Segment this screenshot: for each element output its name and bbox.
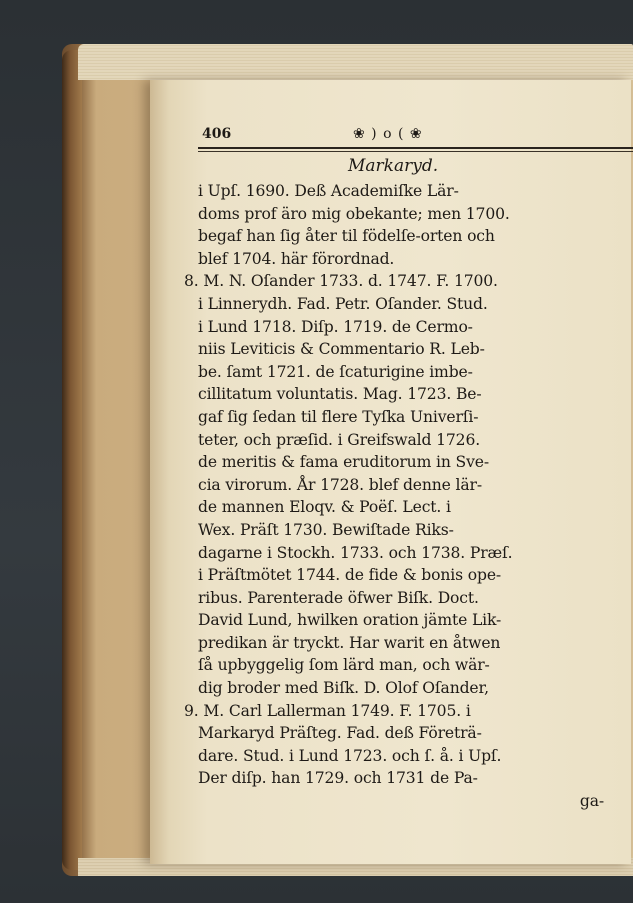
page-header bbox=[198, 126, 618, 148]
body-text bbox=[184, 180, 618, 813]
header-rule bbox=[198, 147, 633, 149]
page-block-top-edge bbox=[78, 44, 633, 80]
text-line: Markaryd Präſteg. Fad. deß Företrä- bbox=[198, 724, 482, 743]
text-line: predikan är tryckt. Har warit en åtwen bbox=[198, 633, 501, 652]
text-line: i Upſ. 1690. Deß Academiſke Lär- bbox=[198, 182, 459, 200]
header-rule-thin bbox=[198, 151, 633, 152]
text-line: gaf ſig ſedan til flere Tyſka Univerſi- bbox=[198, 407, 479, 426]
text-line: dare. Stud. i Lund 1723. och ſ. å. i Upſ. bbox=[198, 746, 502, 765]
text-line: i Lund 1718. Diſp. 1719. de Cermo- bbox=[198, 317, 473, 336]
text-line: be. ſamt 1721. de ſcaturigine imbe- bbox=[198, 362, 473, 381]
text-line: de meritis & fama eruditorum in Sve- bbox=[198, 453, 489, 472]
text-line: i Linnerydh. Fad. Petr. Oſander. Stud. bbox=[198, 294, 488, 313]
text-line: ribus. Parenterade öfwer Biſk. Doct. bbox=[198, 588, 479, 607]
text-line: begaf han ſig åter til födelſe-orten och bbox=[198, 227, 495, 246]
text-line: dig broder med Biſk. D. Olof Oſander, bbox=[198, 679, 489, 698]
text-line: doms prof äro mig obekante; men 1700. bbox=[198, 204, 510, 223]
book-spine bbox=[62, 50, 82, 870]
text-line: cia virorum. År 1728. blef denne lär- bbox=[198, 475, 482, 494]
text-line: teter, och præſid. i Greifswald 1726. bbox=[198, 430, 481, 449]
catchword: ga- bbox=[579, 792, 604, 811]
text-line: David Lund, hwilken oration jämte Lik- bbox=[198, 611, 502, 630]
header-ornament: ❀ ) o ( ❀ bbox=[353, 126, 423, 142]
text-line: de mannen Eloqv. & Poëſ. Lect. i bbox=[198, 498, 451, 517]
running-title: Markaryd. bbox=[348, 156, 439, 176]
text-line: 9. M. Carl Lallerman 1749. F. 1705. i bbox=[184, 701, 471, 720]
text-line: 8. M. N. Oſander 1733. d. 1747. F. 1700. bbox=[184, 272, 498, 291]
text-line: blef 1704. här förordnad. bbox=[198, 249, 395, 268]
text-line: Der diſp. han 1729. och 1731 de Pa- bbox=[198, 769, 478, 788]
text-line: dagarne i Stockh. 1733. och 1738. Præſ. bbox=[198, 543, 513, 562]
text-line: niis Leviticis & Commentario R. Leb- bbox=[198, 340, 485, 359]
page-number: 406 bbox=[202, 126, 232, 142]
text-line: ſå upbyggelig ſom lärd man, och wär- bbox=[198, 656, 490, 675]
text-line: Wex. Präſt 1730. Bewiſtade Riks- bbox=[198, 520, 454, 539]
page-text-block bbox=[184, 126, 618, 813]
book-page bbox=[150, 80, 631, 864]
text-line: cillitatum voluntatis. Mag. 1723. Be- bbox=[198, 385, 482, 404]
text-line: i Präſtmötet 1744. de fide & bonis ope- bbox=[198, 566, 502, 585]
